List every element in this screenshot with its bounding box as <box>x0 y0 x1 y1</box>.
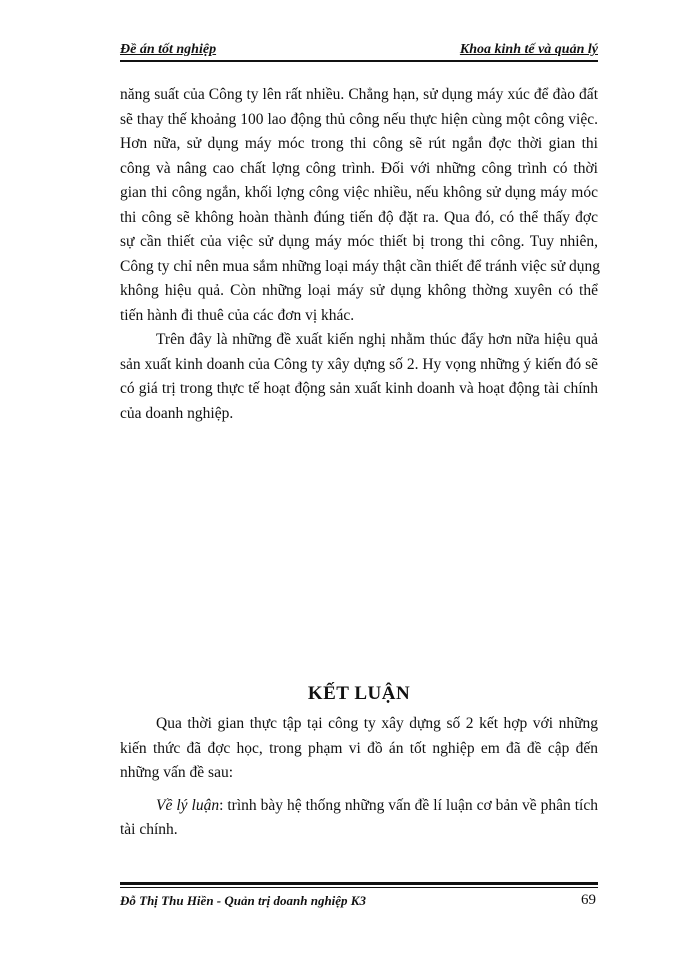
text-line: gian thi công ngắn, khối lợng công việc nhiều, nếu không sử dụng máy móc <box>120 184 598 201</box>
page-number: 69 <box>581 892 596 908</box>
header-rule <box>120 60 598 62</box>
footer-rule-thin <box>120 887 598 888</box>
conclusion-body <box>120 712 598 843</box>
text-line: không hiệu quả. Còn những loại máy sử dụng không thờng xuyên có thể <box>120 282 598 299</box>
text-line: tài chính. <box>120 821 178 838</box>
text-line: thi công sẽ không hoàn thành đúng tiến độ đặt ra. Qua đó, có thể thấy đợc <box>120 208 598 226</box>
footer-author: Đỗ Thị Thu Hiền - Quản trị doanh nghiệp K3 <box>120 893 366 908</box>
header-right-title: Khoa kinh tế và quản lý <box>459 42 598 57</box>
conclusion-title: KẾT LUẬN <box>307 683 411 704</box>
text-line: sẽ thay thế khoảng 100 lao động thủ công nếu thực hiện cùng một công việc. <box>120 110 598 128</box>
text-line: Hơn nữa, sử dụng máy móc trong thi công sẽ rút ngắn đợc thời gian thi <box>120 135 598 152</box>
theory-label: Về lý luận <box>156 796 220 814</box>
text-line: Công ty chỉ nên mua sắm những loại máy thật cần thiết để tránh việc sử dụng <box>120 257 600 275</box>
text-line: Trên đây là những đề xuất kiến nghị nhằm thúc đẩy hơn nữa hiệu quả <box>156 331 598 348</box>
footer-rule-thick <box>120 882 598 885</box>
text-line: Qua thời gian thực tập tại công ty xây dựng số 2 kết hợp với những <box>156 715 598 732</box>
paragraph-2 <box>120 328 598 426</box>
body-text <box>120 83 598 426</box>
page-footer <box>120 882 598 912</box>
text-line: tiến hành đi thuê của các đơn vị khác. <box>120 306 355 324</box>
text-line: sản xuất kinh doanh của Công ty xây dựng số 2. Hy vọng những ý kiến đó sẽ <box>120 355 598 373</box>
text-line: kiến thức đã đợc học, trong phạm vi đồ án tốt nghiệp em đã đề cập đến <box>120 739 598 757</box>
text-line: năng suất của Công ty lên rất nhiều. Chẳng hạn, sử dụng máy xúc để đào đất <box>120 86 598 103</box>
text-line <box>120 794 598 819</box>
page-header <box>120 40 598 62</box>
text-line: những vấn đề sau: <box>120 764 234 781</box>
text-line: có giá trị trong thực tế hoạt động sản xuất kinh doanh và hoạt động tài chính <box>120 380 598 397</box>
theory-text: : trình bày hệ thống những vấn đề lí luận cơ bản về phân tích <box>219 796 598 814</box>
header-left-title: Đề án tốt nghiệp <box>120 42 217 57</box>
text-line: của doanh nghiệp. <box>120 404 234 422</box>
text-line: sự cần thiết của việc sử dụng máy móc thiết bị trong thi công. Tuy nhiên, <box>120 233 598 250</box>
text-line: công và nâng cao chất lợng công trình. Đối với những công trình có thời <box>120 159 598 177</box>
paragraph-1 <box>120 83 598 328</box>
